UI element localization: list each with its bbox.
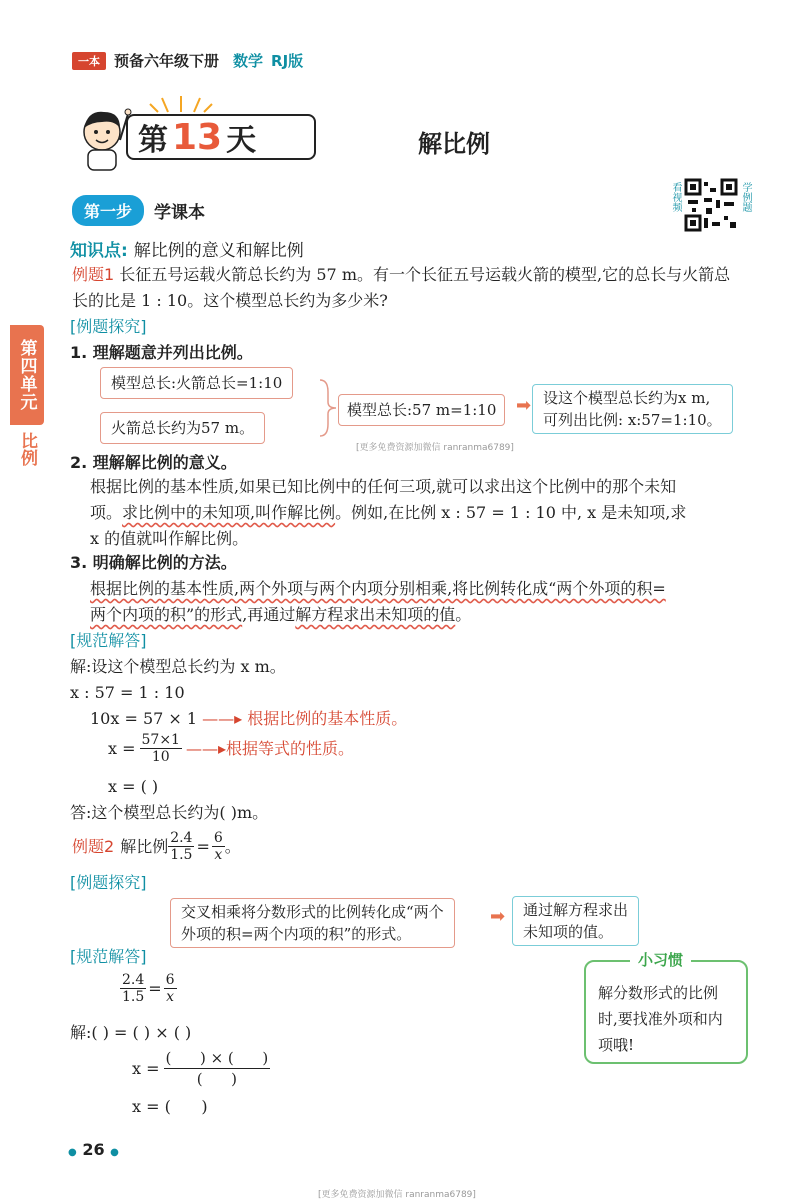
page-dot-left: ● xyxy=(68,1147,77,1158)
step1-title: 1. 理解题意并列出比例。 xyxy=(70,343,253,362)
solution1-let: 解:设这个模型总长约为 x m。 xyxy=(70,657,286,676)
page-dot-right: ● xyxy=(110,1147,119,1158)
solution1-eq2: 10x = 57 × 1 xyxy=(90,709,198,728)
lesson-title: 解比例 xyxy=(418,130,490,158)
solution2-frac1 xyxy=(120,972,146,1005)
step-title: 学课本 xyxy=(154,203,206,223)
habit-text xyxy=(598,980,723,1058)
explore-label-2: [例题探究] xyxy=(70,873,147,892)
step-label: 第一步 xyxy=(72,195,144,226)
solution1-eq1: x : 57 = 1 : 10 xyxy=(70,683,185,702)
step1-box-a: 模型总长:火箭总长=1:10 xyxy=(100,367,293,399)
solution-label-2: [规范解答] xyxy=(70,947,147,966)
watermark-1: [更多免费资源加微信 ranranma6789] xyxy=(356,443,514,453)
explore-label-1: [例题探究] xyxy=(70,317,147,336)
knowledge-point xyxy=(70,236,304,261)
example2-frac2-num: 6 xyxy=(213,830,223,846)
step1-box-c: 模型总长:57 m=1:10 xyxy=(338,394,505,426)
sun-rays-icon xyxy=(146,92,216,114)
qr-block xyxy=(670,178,750,234)
example1-line2: 长的比是 1 : 10。这个模型总长约为多少米? xyxy=(72,291,388,310)
step3-line2-wavy2: 解方程求出未知项的值 xyxy=(295,605,456,624)
solution2-line2-fraction xyxy=(164,1048,271,1089)
step3-title: 3. 明确解比例的方法。 xyxy=(70,553,237,572)
example1-line1 xyxy=(72,262,730,288)
step1-box-d xyxy=(532,384,733,434)
step1-box-d-line2: 可列出比例: x:57=1:10。 xyxy=(543,411,722,429)
step-header xyxy=(72,195,205,226)
step2-title: 2. 理解解比例的意义。 xyxy=(70,453,237,472)
solution1-eq2-row xyxy=(90,706,407,732)
watermark-2: [更多免费资源加微信 ranranma6789] xyxy=(318,1190,476,1200)
solution2-eq: = xyxy=(148,978,162,998)
step3-line2-wavy: 两个内项的积”的形式 xyxy=(90,605,243,624)
solution1-answer: 答:这个模型总长约为( )m。 xyxy=(70,803,269,822)
qr-right-label: 学例题 xyxy=(740,182,751,212)
habit-title: 小习惯 xyxy=(630,949,691,970)
habit-line2: 时,要找准外项和内 xyxy=(598,1010,723,1028)
day-prefix: 第 xyxy=(138,123,168,158)
example2-frac1-den: 1.5 xyxy=(170,847,193,863)
solution2-frac2-num: 6 xyxy=(165,972,175,988)
habit-line3: 项哦! xyxy=(598,1036,635,1054)
edition-name: RJ版 xyxy=(271,52,304,70)
explore2-box-b xyxy=(512,896,639,946)
habit-note xyxy=(584,951,748,1064)
knowledge-point-text: 解比例的意义和解比例 xyxy=(133,241,304,261)
solution1-note2: 根据比例的基本性质。 xyxy=(247,709,408,728)
explore2-box-b-line1: 通过解方程求出 xyxy=(523,901,629,919)
solution1-eq4: x = ( ) xyxy=(108,777,159,796)
example1-text1: 长征五号运载火箭总长约为 57 m。有一个长征五号运载火箭的模型,它的总长与火箭总 xyxy=(119,265,731,284)
example2-frac1 xyxy=(168,830,194,863)
qr-code-icon[interactable] xyxy=(684,178,738,232)
solution2-line3: x = ( ) xyxy=(132,1097,208,1116)
solution2-frac1-den: 1.5 xyxy=(122,989,145,1005)
knowledge-point-label: 知识点: xyxy=(70,241,128,261)
subject-name: 数学 xyxy=(233,52,264,70)
solution1-eq3-row xyxy=(108,732,354,765)
day-number: 13 xyxy=(172,116,223,158)
example2-frac2-den: x xyxy=(214,847,223,863)
side-tab-unit: 第四单元 xyxy=(10,325,44,425)
step3-line1 xyxy=(90,576,666,602)
solution1-eq3-fraction xyxy=(140,732,182,765)
solution2-frac1-num: 2.4 xyxy=(122,972,145,988)
solution-label-1: [规范解答] xyxy=(70,631,147,650)
book-name: 预备六年级下册 xyxy=(114,52,220,70)
explore2-box-a-line1: 交叉相乘将分数形式的比例转化成“两个 xyxy=(181,903,444,921)
step2-line2-pre: 项。 xyxy=(90,503,123,522)
solution2-line2-lhs: x = xyxy=(132,1058,160,1078)
step2-line2 xyxy=(90,500,686,526)
example2-eq: = xyxy=(196,836,210,856)
side-tab-topic: 比例 xyxy=(17,432,37,466)
arrow-long-icon: ——▸ xyxy=(202,709,243,728)
explore2-box-a-line2: 外项的积=两个内项的积”的形式。 xyxy=(181,925,412,943)
solution1-eq3-den: 10 xyxy=(151,749,170,765)
example2-tag: 例题2 xyxy=(72,836,115,856)
step2-line2-wavy: 求比例中的未知项,叫作解比例 xyxy=(122,503,336,522)
solution1-eq3-num: 57×1 xyxy=(141,732,180,748)
arrow-long-icon-2: ——▸ xyxy=(185,738,226,758)
habit-line1: 解分数形式的比例 xyxy=(598,984,719,1002)
solution2-line1: 解:( ) = ( ) × ( ) xyxy=(70,1023,192,1042)
step3-line2-mid: ,再通过 xyxy=(242,605,296,624)
explore2-box-b-line2: 未知项的值。 xyxy=(523,923,614,941)
qr-left-label: 看视频 xyxy=(670,182,681,212)
step3-line2-end: 。 xyxy=(455,605,472,624)
brand-logo: 一本 xyxy=(72,52,106,70)
solution2-frac2 xyxy=(164,972,177,1005)
solution2-line2-num: ( ) × ( ) xyxy=(165,1049,269,1067)
solution2-given xyxy=(120,972,177,1005)
step3-line1-text: 根据比例的基本性质,两个外项与两个内项分别相乘,将比例转化成“两个外项的积= xyxy=(90,579,666,598)
example2-frac1-num: 2.4 xyxy=(170,830,193,846)
example2-row xyxy=(72,830,241,863)
step2-line3: x 的值就叫作解比例。 xyxy=(90,529,249,548)
brace-connector-icon xyxy=(318,378,338,438)
step1-box-b: 火箭总长约为57 m。 xyxy=(100,412,265,444)
day-badge xyxy=(68,100,258,172)
page-header xyxy=(72,50,303,71)
example1-tag: 例题1 xyxy=(72,265,115,284)
explore2-box-a xyxy=(170,898,455,948)
solution2-frac2-den: x xyxy=(166,989,175,1005)
page-number-text: 26 xyxy=(82,1140,105,1159)
arrow-right-icon: ➡ xyxy=(516,395,532,416)
solution1-note3: 根据等式的性质。 xyxy=(226,738,355,758)
day-suffix: 天 xyxy=(226,123,257,158)
step3-line2 xyxy=(90,602,471,628)
example2-text: 解比例 xyxy=(120,836,169,856)
arrow-right-icon-2: ➡ xyxy=(490,906,506,927)
example2-end: 。 xyxy=(224,836,241,856)
step2-line1: 根据比例的基本性质,如果已知比例中的任何三项,就可以求出这个比例中的那个未知 xyxy=(90,477,677,496)
solution2-line2-row xyxy=(132,1048,270,1089)
step2-line2-post: 。例如,在比例 x : 57 = 1 : 10 中, x 是未知项,求 xyxy=(335,503,687,522)
solution1-eq3-lhs: x = xyxy=(108,738,136,758)
page-number xyxy=(68,1140,119,1159)
day-label xyxy=(126,114,316,160)
step1-box-d-line1: 设这个模型总长约为x m, xyxy=(543,389,711,407)
example2-frac2 xyxy=(212,830,225,863)
solution2-line2-den: ( ) xyxy=(196,1070,238,1088)
